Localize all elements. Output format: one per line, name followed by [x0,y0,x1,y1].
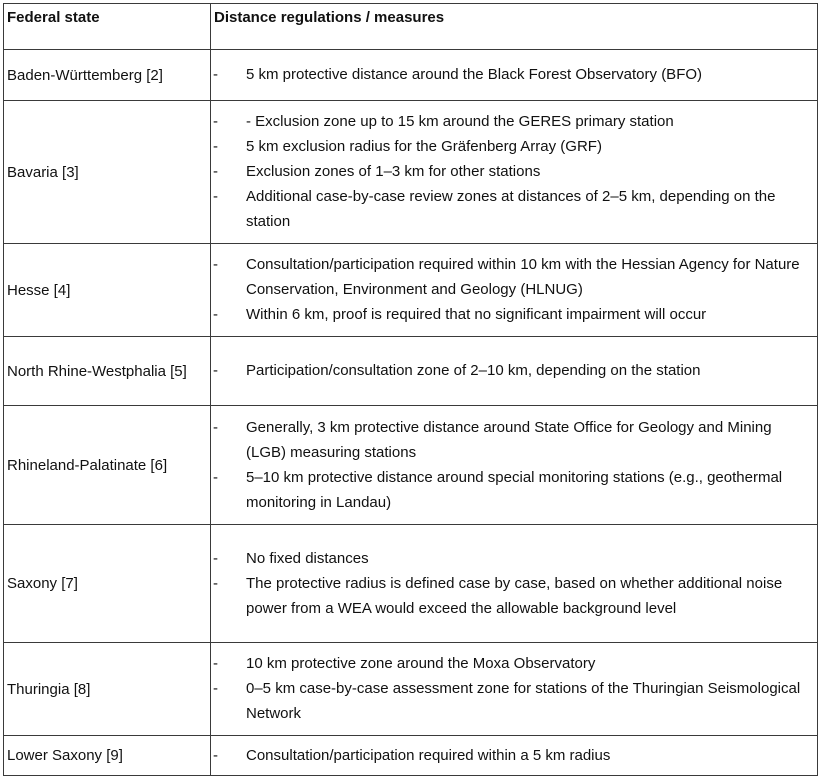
measure-item: - Within 6 km, proof is required that no significant impairment will occur [213,306,707,323]
measure-item: - Consultation/participation required within a 5 km radius [213,746,611,764]
state-cell: Baden-Württemberg [2] [4,50,211,101]
state-cell: Bavaria [3] [4,101,211,244]
table-row [4,101,818,244]
table-row [4,525,818,643]
measure-item: - - Exclusion zone up to 15 km around the GERES primary station [213,113,674,130]
measure-item: - Consultation/participation required within 10 km with the Hessian Agency for Nature Conservation, Environment and Geology (HLNUG) [213,256,800,298]
measure-item: - 10 km protective zone around the Moxa Observatory [213,655,596,672]
state-cell: Saxony [7] [4,525,211,643]
header-federal-state: Federal state [4,4,211,50]
measure-item: - 5–10 km protective distance around special monitoring stations (e.g., geothermal monitoring in Landau) [213,468,783,511]
state-cell: North Rhine-Westphalia [5] [4,337,211,406]
measures-cell [211,337,818,406]
measure-item: - Additional case-by-case review zones at distances of 2–5 km, depending on the station [213,188,776,230]
measures-cell [211,406,818,525]
measures-cell [211,736,818,776]
measure-item: - No fixed distances [213,549,369,567]
state-cell: Rhineland-Palatinate [6] [4,406,211,525]
table-row [4,406,818,525]
measures-cell [211,244,818,337]
table-row [4,244,818,337]
measures-cell [211,525,818,643]
measures-cell [211,50,818,101]
state-cell: Lower Saxony [9] [4,736,211,776]
measure-item: - 0–5 km case-by-case assessment zone for stations of the Thuringian Seismological Network [213,680,801,722]
measure-item: - 5 km protective distance around the Black Forest Observatory (BFO) [213,66,703,83]
measure-item: - Participation/consultation zone of 2–10 km, depending on the station [213,362,701,379]
measures-cell [211,643,818,736]
header-distance-regulations: Distance regulations / measures [211,4,818,50]
state-cell: Hesse [4] [4,244,211,337]
table-row [4,50,818,101]
measure-item: - Exclusion zones of 1–3 km for other stations [213,163,541,180]
measure-item: - The protective radius is defined case by case, based on whether additional noise power from a WEA would exceed the allowable background level [213,574,783,617]
measures-cell [211,101,818,244]
header-row [4,4,818,50]
state-cell: Thuringia [8] [4,643,211,736]
measure-item: - Generally, 3 km protective distance around State Office for Geology and Mining (LGB) measuring stations [213,418,772,461]
table-row [4,643,818,736]
measure-item: - 5 km exclusion radius for the Gräfenberg Array (GRF) [213,138,602,155]
table-row [4,337,818,406]
table-row [4,736,818,776]
regulations-table [3,3,818,776]
